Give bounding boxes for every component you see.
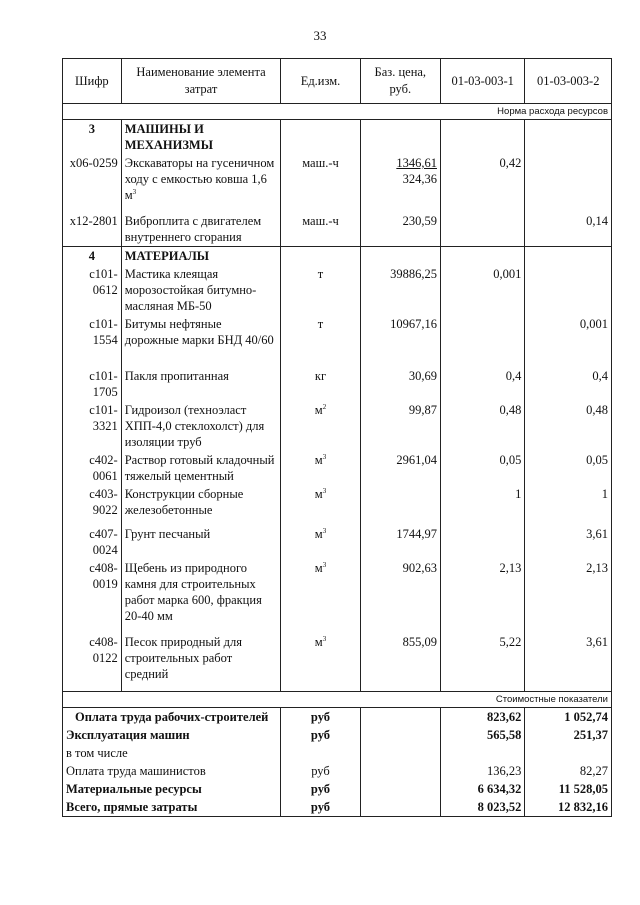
section-row-resources — [63, 104, 612, 120]
table-row — [63, 633, 612, 683]
row-value-col1: 2,13 — [440, 559, 524, 625]
row-name: Раствор готовый кладочный тяжелый цементный — [121, 451, 281, 485]
row-value-col2 — [525, 265, 612, 315]
summary-unit: руб — [281, 726, 360, 744]
table-row — [63, 401, 612, 451]
summary-value-col1: 565,58 — [440, 726, 524, 744]
row-price — [360, 485, 440, 525]
summary-unit: руб — [281, 798, 360, 817]
row-code: с403-9022 — [63, 485, 122, 525]
row-value-col2: 2,13 — [525, 559, 612, 625]
summary-name: Материальные ресурсы — [63, 780, 281, 798]
row-name: Песок природный для строительных работ средний — [121, 633, 281, 683]
row-price: 230,59 — [360, 212, 440, 247]
row-value-col1: 0,48 — [440, 401, 524, 451]
header-name: Наименование элемента затрат — [121, 59, 281, 104]
row-code: с101-1705 — [63, 367, 122, 401]
section-label-resources: Норма расхода ресурсов — [63, 104, 612, 120]
row-value-col1: 0,42 — [440, 154, 524, 204]
row-code: с101-3321 — [63, 401, 122, 451]
row-unit: маш.-ч — [281, 154, 360, 204]
row-value-col2: 0,4 — [525, 367, 612, 401]
summary-row — [63, 708, 612, 727]
row-unit: т — [281, 315, 360, 367]
summary-name: Всего, прямые затраты — [63, 798, 281, 817]
row-price: 902,63 — [360, 559, 440, 625]
row-value-col1 — [440, 315, 524, 367]
row-unit: $м^2$ — [281, 401, 360, 451]
row-price-secondary: 324,36 — [402, 172, 437, 186]
summary-value-col2: 12 832,16 — [525, 798, 612, 817]
summary-value-col1: 8 023,52 — [440, 798, 524, 817]
row-name — [121, 154, 281, 204]
row-name: Пакля пропитанная — [121, 367, 281, 401]
row-price: 30,69 — [360, 367, 440, 401]
row-code: с101-0612 — [63, 265, 122, 315]
row-unit: $м^3$ — [281, 559, 360, 625]
summary-name: в том числе — [63, 744, 281, 762]
table-row — [63, 212, 612, 247]
header-col1: 01-03-003-1 — [440, 59, 524, 104]
row-value-col1: 1 — [440, 485, 524, 525]
row-value-col2: 3,61 — [525, 633, 612, 683]
row-price: 39886,25 — [360, 265, 440, 315]
summary-unit: руб — [281, 780, 360, 798]
row-value-col1: 5,22 — [440, 633, 524, 683]
summary-value-col1 — [440, 744, 524, 762]
summary-row — [63, 762, 612, 780]
row-value-col2: 0,14 — [525, 212, 612, 247]
row-code: с101-1554 — [63, 315, 122, 367]
section-label-costs: Стоимостные показатели — [63, 692, 612, 708]
resource-estimate-table — [62, 58, 612, 817]
summary-name: Оплата труда машинистов — [63, 762, 281, 780]
row-name: Щебень из природного камня для строительных работ марка 600, фракция 20-40 мм — [121, 559, 281, 625]
row-name: Виброплита с двигателем внутреннего сгорания — [121, 212, 281, 247]
row-unit: т — [281, 265, 360, 315]
header-unit: Ед.изм. — [281, 59, 360, 104]
row-code: с402-0061 — [63, 451, 122, 485]
row-price: 1744,97 — [360, 525, 440, 559]
table-row — [63, 154, 612, 204]
summary-value-col2: 11 528,05 — [525, 780, 612, 798]
group-code: 3 — [63, 120, 122, 155]
summary-row — [63, 798, 612, 817]
group-header-row — [63, 247, 612, 266]
summary-name: Эксплуатация машин — [63, 726, 281, 744]
row-value-col1: 0,05 — [440, 451, 524, 485]
row-name: Гидроизол (техноэласт ХПП-4,0 стеклохолст) для изоляции труб — [121, 401, 281, 451]
row-name: Конструкции сборные железобетонные — [121, 485, 281, 525]
table-row — [63, 485, 612, 525]
row-name: Грунт песчаный — [121, 525, 281, 559]
table-header-row — [63, 59, 612, 104]
summary-unit: руб — [281, 708, 360, 727]
row-value-col2 — [525, 154, 612, 204]
row-value-col1 — [440, 525, 524, 559]
table-row — [63, 367, 612, 401]
row-value-col1 — [440, 212, 524, 247]
row-code: с408-0122 — [63, 633, 122, 683]
row-unit: $м^3$ — [281, 525, 360, 559]
row-value-col1: 0,4 — [440, 367, 524, 401]
summary-unit — [281, 744, 360, 762]
row-price — [360, 154, 440, 204]
row-value-col2: 0,05 — [525, 451, 612, 485]
group-title: МАШИНЫ И МЕХАНИЗМЫ — [121, 120, 281, 155]
row-unit: $м^3$ — [281, 633, 360, 683]
table-row — [63, 525, 612, 559]
section-row-costs — [63, 692, 612, 708]
row-value-col2: 0,48 — [525, 401, 612, 451]
table-row — [63, 451, 612, 485]
row-code: х06-0259 — [63, 154, 122, 204]
row-code: х12-2801 — [63, 212, 122, 247]
row-unit: кг — [281, 367, 360, 401]
group-title: МАТЕРИАЛЫ — [121, 247, 281, 266]
row-code: с408-0019 — [63, 559, 122, 625]
table-row — [63, 315, 612, 367]
summary-row — [63, 780, 612, 798]
summary-value-col2: 1 052,74 — [525, 708, 612, 727]
summary-value-col2: 82,27 — [525, 762, 612, 780]
summary-value-col1: 136,23 — [440, 762, 524, 780]
table-row — [63, 559, 612, 625]
summary-unit: руб — [281, 762, 360, 780]
header-price: Баз. цена, руб. — [360, 59, 440, 104]
row-value-col2: 1 — [525, 485, 612, 525]
row-value-col2: 0,001 — [525, 315, 612, 367]
row-name: Мастика клеящая морозостойкая битумно-масляная МБ-50 — [121, 265, 281, 315]
summary-row — [63, 726, 612, 744]
table-row — [63, 265, 612, 315]
row-value-col1: 0,001 — [440, 265, 524, 315]
header-col2: 01-03-003-2 — [525, 59, 612, 104]
row-price: 10967,16 — [360, 315, 440, 367]
group-code: 4 — [63, 247, 122, 266]
summary-name: Оплата труда рабочих-строителей — [63, 708, 281, 727]
summary-value-col1: 823,62 — [440, 708, 524, 727]
row-unit: $м^3$ — [281, 485, 360, 525]
row-value-col2: 3,61 — [525, 525, 612, 559]
row-price: 99,87 — [360, 401, 440, 451]
row-unit: $м^3$ — [281, 451, 360, 485]
page-number: 33 — [313, 28, 327, 43]
row-price: 2961,04 — [360, 451, 440, 485]
summary-value-col2: 251,37 — [525, 726, 612, 744]
row-price: 855,09 — [360, 633, 440, 683]
row-unit: маш.-ч — [281, 212, 360, 247]
row-code: с407-0024 — [63, 525, 122, 559]
group-header-row — [63, 120, 612, 155]
summary-value-col2 — [525, 744, 612, 762]
summary-value-col1: 6 634,32 — [440, 780, 524, 798]
header-code: Шифр — [63, 59, 122, 104]
row-price-main: 1346,61 — [396, 156, 437, 170]
row-name: Битумы нефтяные дорожные марки БНД 40/60 — [121, 315, 281, 367]
row-name-text: Экскаваторы на гусеничном ходу с емкостью ковша 1,6 $м^3$ — [124, 156, 275, 202]
summary-row — [63, 744, 612, 762]
